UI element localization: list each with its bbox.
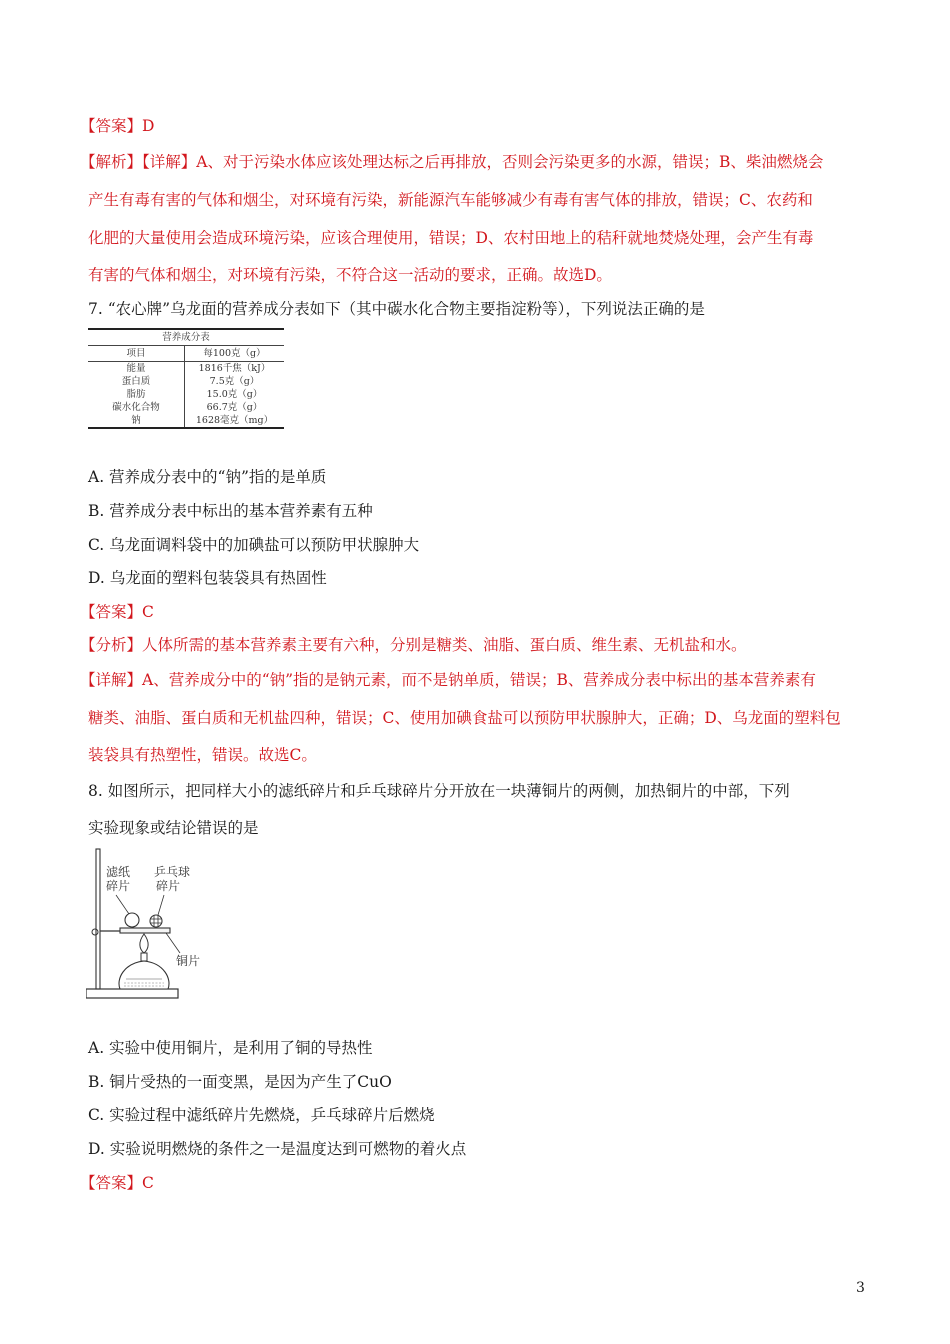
q7-option-a: A. 营养成分表中的“钠”指的是单质 xyxy=(88,468,327,486)
flame xyxy=(140,934,148,953)
nutrition-item-name: 能量 xyxy=(88,362,185,376)
clamp-knob xyxy=(92,929,98,935)
leader-ball xyxy=(158,895,164,915)
label-ball-2: 碎片 xyxy=(156,879,181,893)
table-row xyxy=(88,414,284,428)
ping-pong-piece xyxy=(150,915,162,927)
lamp-body xyxy=(119,961,169,989)
q7-analysis-line-2: 【详解】A、营养成分中的“钠”指的是钠元素，而不是钠单质，错误；B、营养成分表中标出的基本营养素有 xyxy=(80,671,816,689)
q8-stem-line-2: 实验现象或结论错误的是 xyxy=(88,819,259,837)
table-row xyxy=(88,375,284,388)
q8-stem-line-1: 8. 如图所示，把同样大小的滤纸碎片和乒乓球碎片分开放在一块薄铜片的两侧，加热铜片的中部，下列 xyxy=(88,782,790,800)
label-filter-1: 滤纸 xyxy=(106,865,131,879)
q6-analysis-line-3: 化肥的大量使用会造成环境污染，应该合理使用，错误；D、农村田地上的秸秆就地焚烧处理，会产生有毒 xyxy=(88,229,814,247)
page-number: 3 xyxy=(856,1280,865,1296)
leader-copper xyxy=(166,933,180,953)
table-row xyxy=(88,362,284,376)
filter-paper-piece xyxy=(125,913,139,927)
nutrition-table-caption: 营养成分表 xyxy=(88,329,284,346)
q7-stem: 7. “农心牌”乌龙面的营养成分表如下（其中碳水化合物主要指淀粉等），下列说法正确的是 xyxy=(88,300,705,318)
label-filter-2: 碎片 xyxy=(106,879,131,893)
nutrition-item-name: 蛋白质 xyxy=(88,375,185,388)
label-ball-1: 乒乓球 xyxy=(154,865,191,879)
label-copper: 铜片 xyxy=(176,954,201,968)
copper-sheet xyxy=(120,928,170,933)
nutrition-item-value: 7.5克（g） xyxy=(209,376,260,387)
nutrition-item-name: 碳水化合物 xyxy=(88,401,185,414)
q7-analysis-line-1: 【分析】人体所需的基本营养素主要有六种，分别是糖类、油脂、蛋白质、维生素、无机盐和水。 xyxy=(80,636,747,654)
nutrition-table xyxy=(88,328,284,429)
q8-option-c: C. 实验过程中滤纸碎片先燃烧，乒乓球碎片后燃烧 xyxy=(88,1106,435,1124)
table-row xyxy=(88,388,284,401)
q7-answer: 【答案】C xyxy=(80,603,154,621)
nutrition-item-value: 1628毫克（mg） xyxy=(195,415,274,426)
leader-filter xyxy=(116,895,129,914)
stand-base xyxy=(86,989,178,998)
q7-option-d: D. 乌龙面的塑料包装袋具有热固性 xyxy=(88,569,327,587)
q8-answer: 【答案】C xyxy=(80,1174,154,1192)
nutrition-item-value: 1816千焦（kJ） xyxy=(198,363,271,374)
nutrition-table-header-item: 项目 xyxy=(88,346,185,362)
q7-analysis-line-4: 装袋具有热塑性，错误。故选C。 xyxy=(88,746,317,764)
q7-analysis-line-3: 糖类、油脂、蛋白质和无机盐四种，错误；C、使用加碘食盐可以预防甲状腺肿大，正确；D、乌龙面的塑料包 xyxy=(88,709,841,727)
table-row xyxy=(88,401,284,414)
q8-option-a: A. 实验中使用铜片，是利用了铜的导热性 xyxy=(88,1039,373,1057)
experiment-figure xyxy=(86,843,216,1005)
lamp-wick xyxy=(141,953,147,961)
nutrition-item-value: 66.7克（g） xyxy=(206,402,263,413)
stand-rod xyxy=(96,849,100,989)
q7-option-b: B. 营养成分表中标出的基本营养素有五种 xyxy=(88,502,373,520)
nutrition-item-value: 15.0克（g） xyxy=(206,389,263,400)
q6-analysis-line-4: 有害的气体和烟尘，对环境有污染，不符合这一活动的要求，正确。故选D。 xyxy=(88,266,612,284)
q6-analysis-line-2: 产生有毒有害的气体和烟尘，对环境有污染，新能源汽车能够减少有毒有害气体的排放，错误；C、农药和 xyxy=(88,191,813,209)
nutrition-table-header-per100g: 每100克（g） xyxy=(185,346,285,362)
nutrition-item-name: 钠 xyxy=(88,414,185,428)
q8-option-d: D. 实验说明燃烧的条件之一是温度达到可燃物的着火点 xyxy=(88,1140,467,1158)
q8-option-b: B. 铜片受热的一面变黑，是因为产生了CuO xyxy=(88,1073,392,1091)
nutrition-item-name: 脂肪 xyxy=(88,388,185,401)
q7-option-c: C. 乌龙面调料袋中的加碘盐可以预防甲状腺肿大 xyxy=(88,536,420,554)
q6-analysis-line-1: 【解析】【详解】A、对于污染水体应该处理达标之后再排放，否则会污染更多的水源，错误；B、柴油燃烧会 xyxy=(80,153,824,171)
q6-answer: 【答案】D xyxy=(80,117,155,135)
